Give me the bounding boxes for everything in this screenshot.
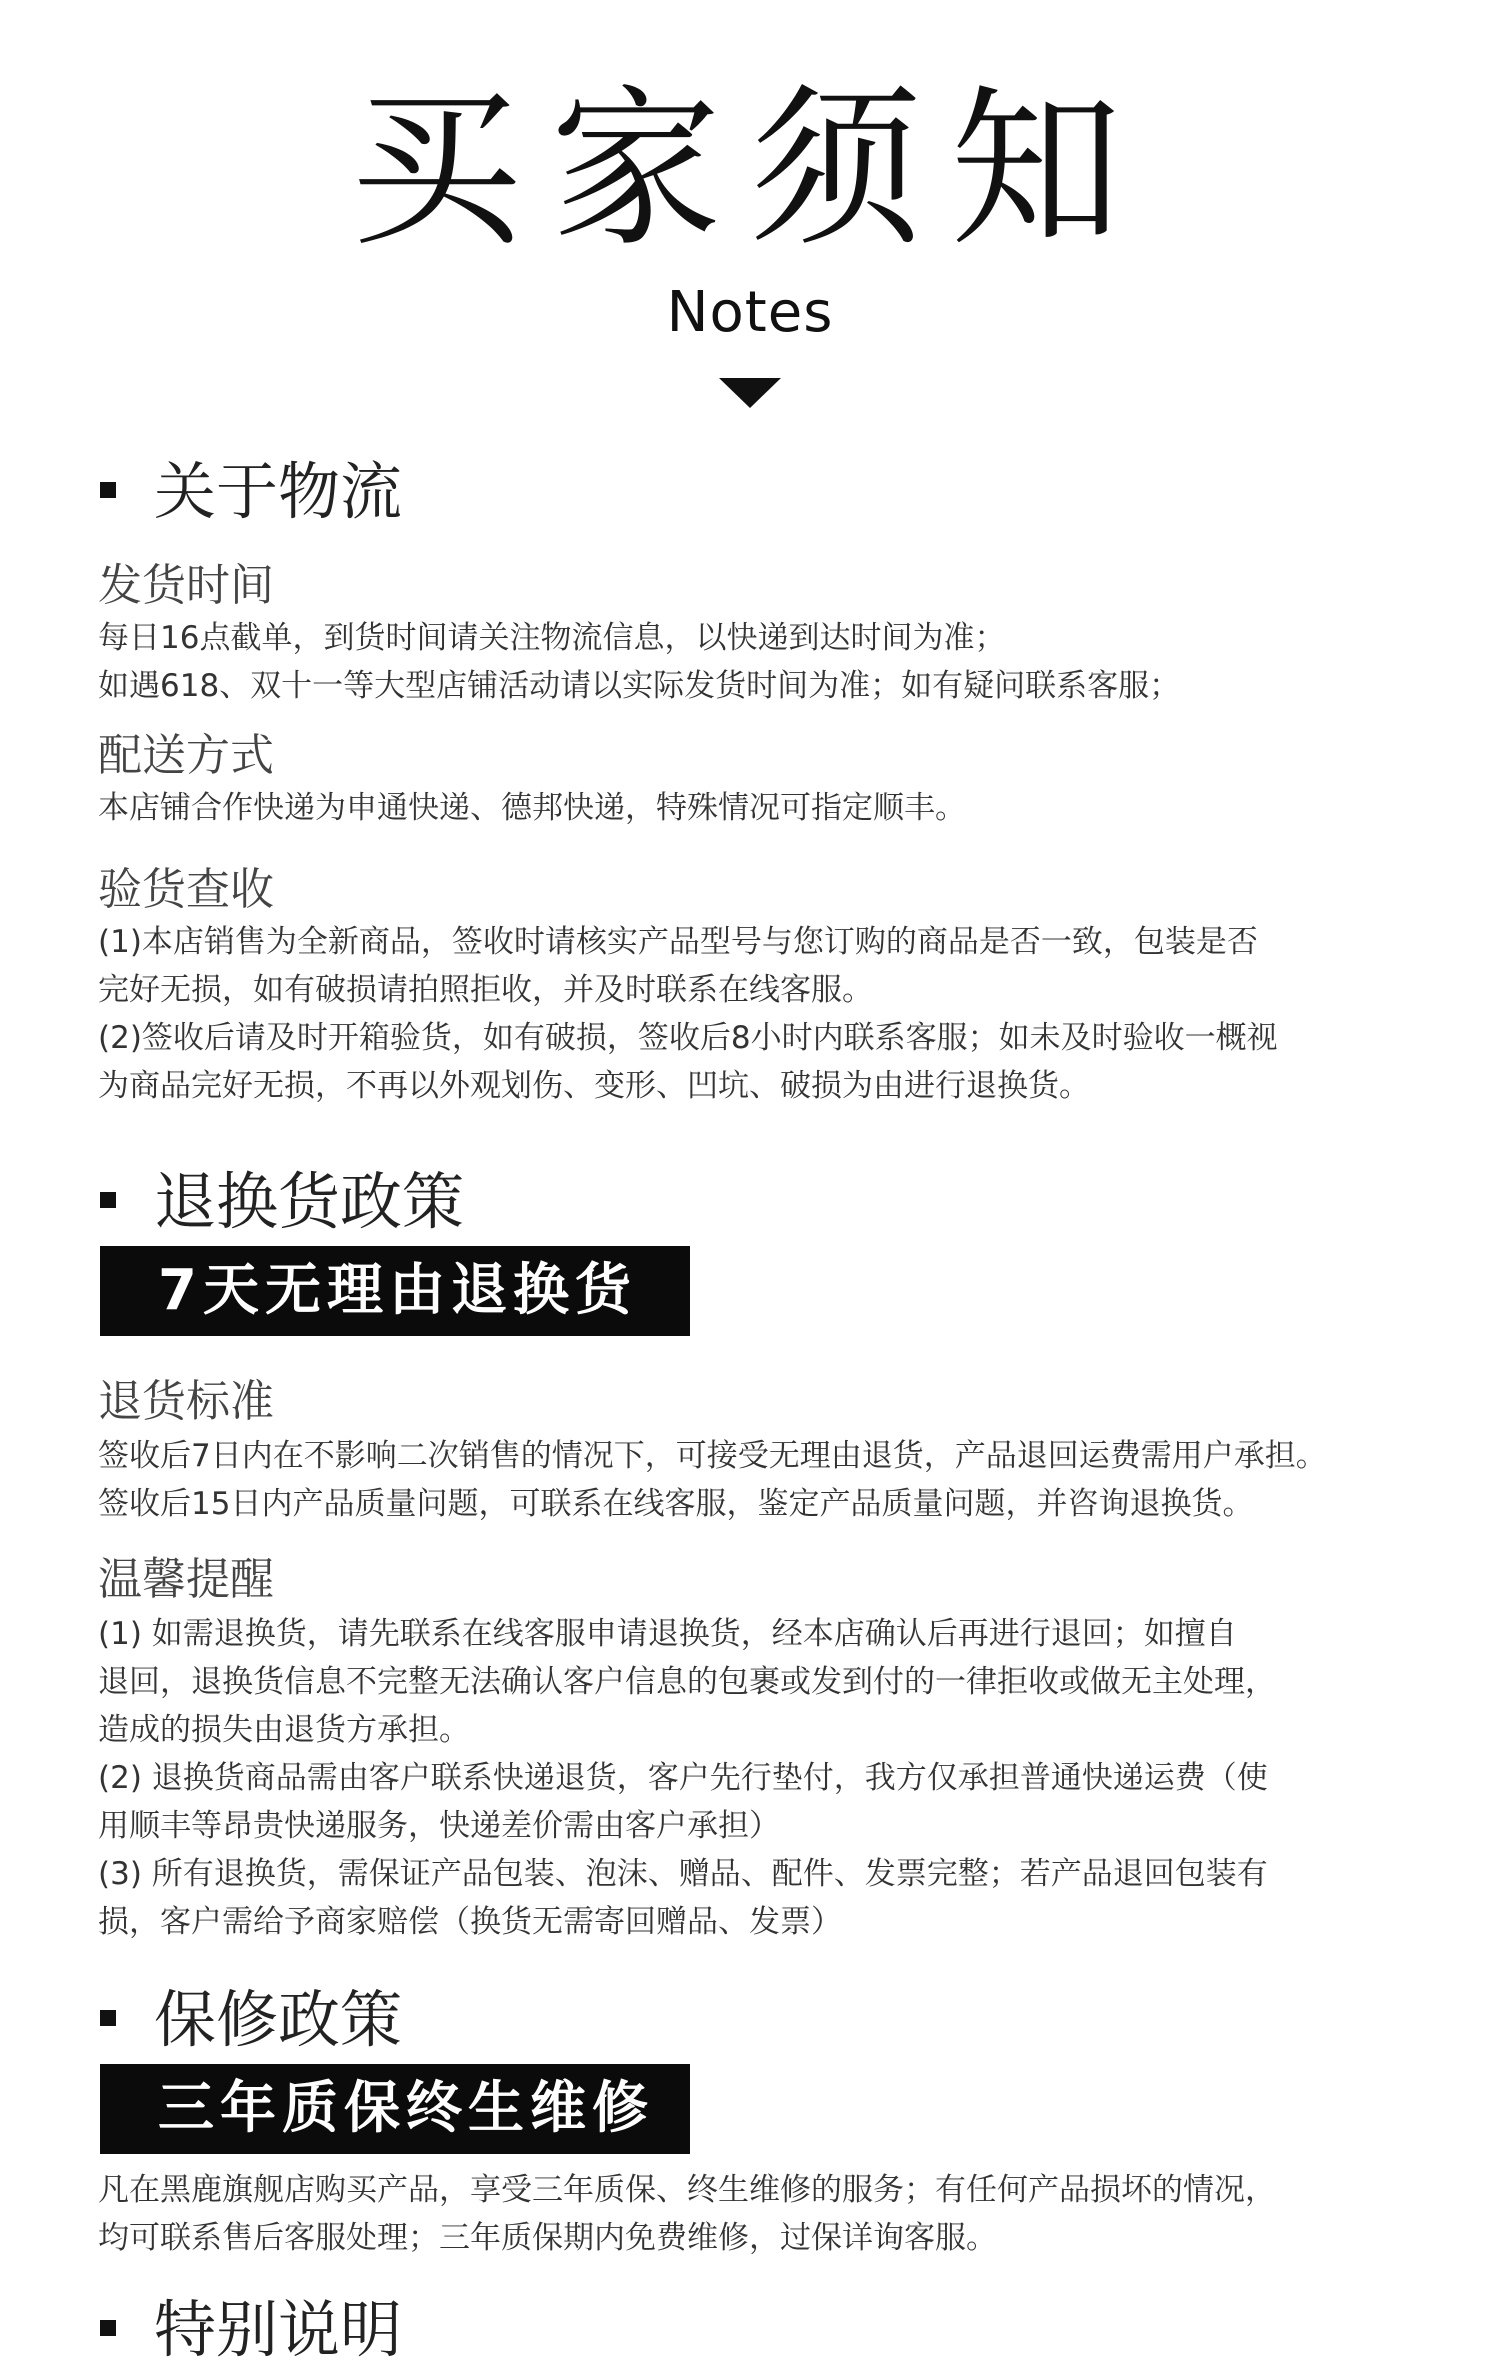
warranty-text [98, 2166, 1438, 2262]
text-line: (2) 退换货商品需由客户联系快递退货，客户先行垫付，我方仅承担普通快递运费（使 [98, 1760, 1268, 1796]
text-line: 签收后7日内在不影响二次销售的情况下，可接受无理由退货，产品退回运费需用户承担。 [98, 1438, 1327, 1474]
section-returns-heading [100, 1162, 464, 1242]
section-special-heading [100, 2290, 402, 2370]
warranty-banner: 三年质保终生维修 [100, 2064, 690, 2154]
ship-time-title: 发货时间 [98, 560, 274, 611]
delivery-text [98, 784, 1438, 832]
return-standard-title: 退货标准 [98, 1376, 274, 1427]
text-line: 本店铺合作快递为申通快递、德邦快递，特殊情况可指定顺丰。 [98, 790, 966, 826]
return-standard-text [98, 1432, 1438, 1528]
text-line: (2)签收后请及时开箱验货，如有破损，签收后8小时内联系客服；如未及时验收一概视 [98, 1020, 1278, 1056]
delivery-title: 配送方式 [98, 730, 274, 781]
text-line: (3) 所有退换货，需保证产品包装、泡沫、赠品、配件、发票完整；若产品退回包装有 [98, 1856, 1268, 1892]
triangle-down-icon [719, 378, 781, 408]
section-warranty-title: 保修政策 [154, 1983, 403, 2056]
square-bullet-icon [100, 482, 116, 498]
section-special-title: 特别说明 [154, 2293, 403, 2366]
text-line: 每日16点截单，到货时间请关注物流信息，以快递到达时间为准； [98, 620, 1006, 656]
text-line: 损，客户需给予商家赔偿（换货无需寄回赠品、发票） [98, 1904, 842, 1940]
inspection-title: 验货查收 [98, 864, 274, 915]
text-line: 为商品完好无损，不再以外观划伤、变形、凹坑、破损为由进行退换货。 [98, 1068, 1090, 1104]
page-title: 买家须知 [350, 69, 1150, 270]
square-bullet-icon [100, 2320, 116, 2336]
title-block [0, 70, 1500, 348]
text-line: 用顺丰等昂贵快递服务，快递差价需由客户承担） [98, 1808, 780, 1844]
reminder-title: 温馨提醒 [98, 1554, 274, 1605]
text-line: 造成的损失由退货方承担。 [98, 1712, 470, 1748]
section-returns-title: 退换货政策 [154, 1165, 465, 1238]
text-line: 如遇618、双十一等大型店铺活动请以实际发货时间为准；如有疑问联系客服； [98, 668, 1181, 704]
page-subtitle: Notes [666, 280, 834, 345]
returns-banner: 7天无理由退换货 [100, 1246, 690, 1336]
section-logistics-title: 关于物流 [154, 455, 403, 528]
text-line: 签收后15日内产品质量问题，可联系在线客服，鉴定产品质量问题，并咨询退换货。 [98, 1486, 1254, 1522]
text-line: 退回，退换货信息不完整无法确认客户信息的包裹或发到付的一律拒收或做无主处理， [98, 1664, 1276, 1700]
inspection-text [98, 918, 1438, 1110]
section-logistics-heading [100, 452, 402, 532]
text-line: (1)本店销售为全新商品，签收时请核实产品型号与您订购的商品是否一致，包装是否 [98, 924, 1258, 960]
text-line: 均可联系售后客服处理；三年质保期内免费维修，过保详询客服。 [98, 2220, 997, 2256]
section-warranty-heading [100, 1980, 402, 2060]
reminder-text [98, 1610, 1438, 1946]
square-bullet-icon [100, 2010, 116, 2026]
text-line: 完好无损，如有破损请拍照拒收，并及时联系在线客服。 [98, 972, 873, 1008]
text-line: (1) 如需退换货，请先联系在线客服申请退换货，经本店确认后再进行退回；如擅自 [98, 1616, 1237, 1652]
ship-time-text [98, 614, 1438, 710]
text-line: 凡在黑鹿旗舰店购买产品，享受三年质保、终生维修的服务；有任何产品损坏的情况， [98, 2172, 1276, 2208]
square-bullet-icon [100, 1192, 116, 1208]
